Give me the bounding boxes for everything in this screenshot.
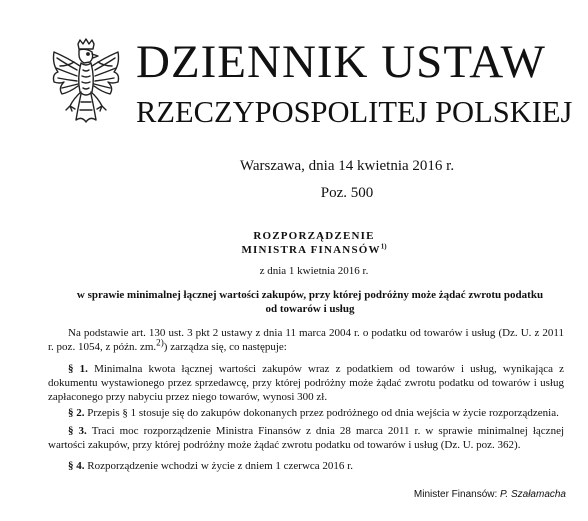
section-4-text: Rozporządzenie wchodzi w życie z dniem 1 czerwca 2016 r. [87,460,353,472]
signature [414,489,566,501]
white-eagle-emblem-icon [48,38,124,134]
issue-place-date: Warszawa, dnia 14 kwietnia 2016 r. [239,158,455,174]
issue-position: Poz. 500 [320,185,374,201]
section-3-mark: § 3. [68,425,87,437]
section-2-text: Przepis § 1 stosuje się do zakupów dokonanych przez podróżnego od dnia wejścia w życie rozporządzenia. [87,407,559,419]
section-3-paragraph [48,424,564,452]
preamble-paragraph [48,326,564,354]
section-1-paragraph [48,362,564,404]
section-1-text: Minimalna kwota łącznej wartości zakupów wraz z podatkiem od towarów i usług, wynikająca z dokumentu wystawionego przez sprzedawcę, przy której podróżny może żądać zwrotu podatku od towarów i usług zapłaconego przy nabyciu przez niego towarów, wynosi 300 zł. [48,363,565,403]
act-date: z dnia 1 kwietnia 2016 r. [259,265,369,277]
signature-role: Minister Finansów: [413,489,498,500]
signature-name: P. Szałamacha [500,489,566,500]
section-3-text: Traci moc rozporządzenie Ministra Finansów z dnia 28 marca 2011 r. w sprawie minimalnej łącznej wartości zakupów, przy której podróżny może żądać zwrotu podatku od towarów i usług (Dz. U. poz. 362). [48,425,565,451]
section-2-paragraph [48,406,564,420]
footnote-marker-2: 2) [156,337,164,348]
act-subject-line-2: od towarów i usług [265,303,355,315]
masthead-title: DZIENNIK USTAW [136,36,546,88]
act-issuer-name: MINISTRA FINANSÓW [241,244,381,256]
preamble-text-end: ) zarządza się, co następuje: [163,341,287,353]
section-2-mark: § 2. [68,407,85,419]
act-subject-line-1: w sprawie minimalnej łącznej wartości zakupów, przy której podróżny może żądać zwrotu podatku [76,289,544,301]
act-subject [60,288,560,316]
act-issuer [0,243,588,257]
masthead-subtitle: RZECZYPOSPOLITEJ POLSKIEJ [136,95,573,129]
preamble-text: Na podstawie art. 130 ust. 3 pkt 2 ustawy z dnia 11 marca 2004 r. o podatku od towarów i usług (Dz. U. z 2011 r. poz. 1054, z późn. zm. [48,327,564,353]
section-4-mark: § 4. [68,460,85,472]
section-1-mark: § 1. [68,363,88,375]
act-type: ROZPORZĄDZENIE [253,230,375,242]
footnote-marker-1: 1) [380,242,387,251]
section-4-paragraph [48,459,564,473]
